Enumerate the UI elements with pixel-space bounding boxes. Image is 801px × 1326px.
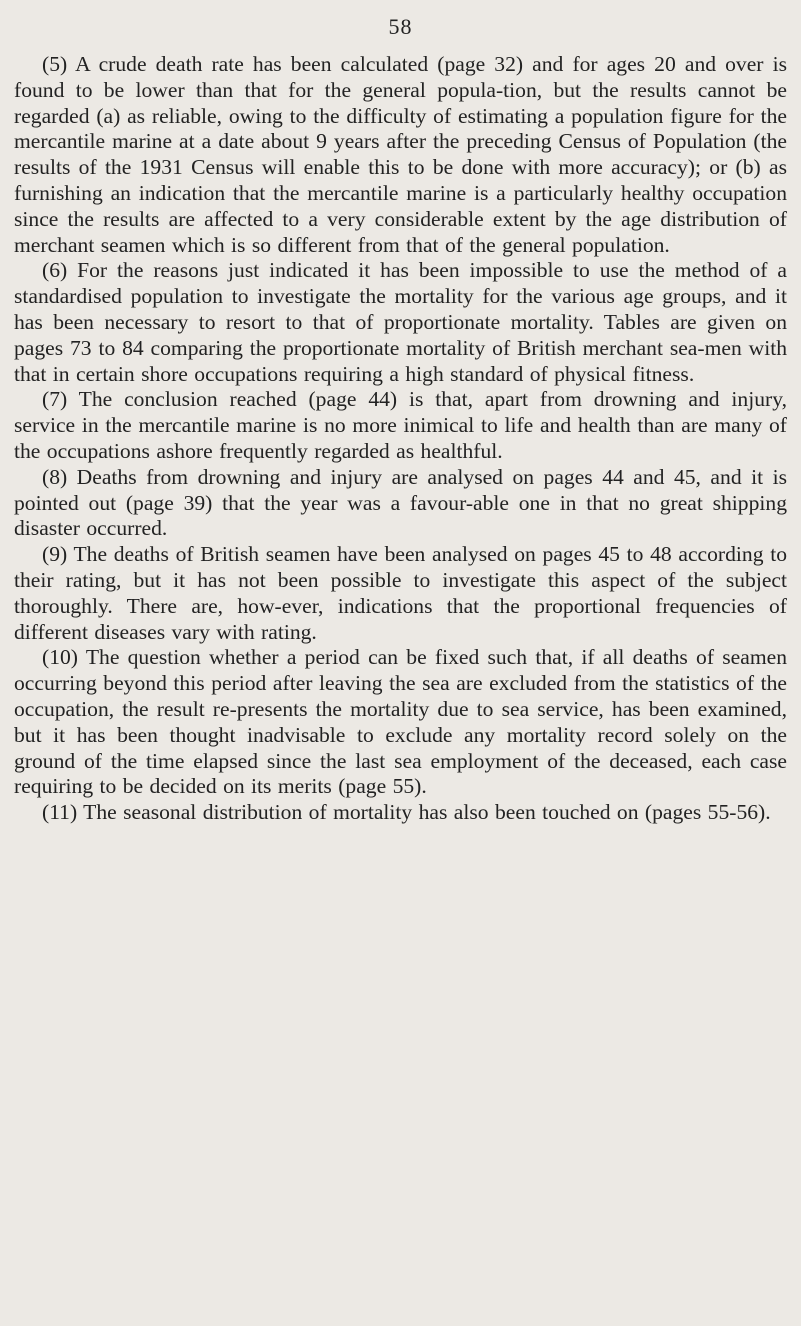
paragraph-5: (5) A crude death rate has been calculated (page 32) and for ages 20 and over is found to be lower than that for the general popula-tion, but the results cannot be regarded (a) as reliable, owing to the difficulty of estimating a population figure for the mercantile marine at a date about 9 years after the preceding Census of Population (the results of the 1931 Census will enable this to be done with more accuracy); or (b) as furnishing an indication that the mercantile marine is a particularly healthy occupation since the results are affected to a very considerable extent by the age distribution of merchant seamen which is so different from that of the general population. [14,52,787,257]
paragraph-6: (6) For the reasons just indicated it has been impossible to use the method of a standardised population to investigate the mortality for the various age groups, and it has been necessary to resort to that of proportionate mortality. Tables are given on pages 73 to 84 comparing the proportionate mortality of British merchant sea-men with that in certain shore occupations requiring a high standard of physical fitness. [14,258,787,386]
paragraph-11: (11) The seasonal distribution of mortality has also been touched on (pages 55-56). [42,800,771,825]
paragraph-9: (9) The deaths of British seamen have been analysed on pages 45 to 48 according to their rating, but it has not been possible to investigate this aspect of the subject thoroughly. There are, how-ever, indications that the proportional frequencies of different diseases vary with rating. [14,542,787,644]
paragraph-7: (7) The conclusion reached (page 44) is that, apart from drowning and injury, service in the mercantile marine is no more inimical to life and health than are many of the occupations ashore frequently regarded as healthful. [14,387,787,463]
paragraph-10: (10) The question whether a period can be fixed such that, if all deaths of seamen occurring beyond this period after leaving the sea are excluded from the statistics of the occupation, the result re-presents the mortality due to sea service, has been examined, but it has been thought inadvisable to exclude any mortality record solely on the ground of the time elapsed since the last sea employment of the deceased, each case requiring to be decided on its merits (page 55). [14,645,787,799]
paragraph-8: (8) Deaths from drowning and injury are analysed on pages 44 and 45, and it is pointed out (page 39) that the year was a favour-able one in that no great shipping disaster occurred. [14,464,787,541]
page-number: 58 [388,14,413,39]
